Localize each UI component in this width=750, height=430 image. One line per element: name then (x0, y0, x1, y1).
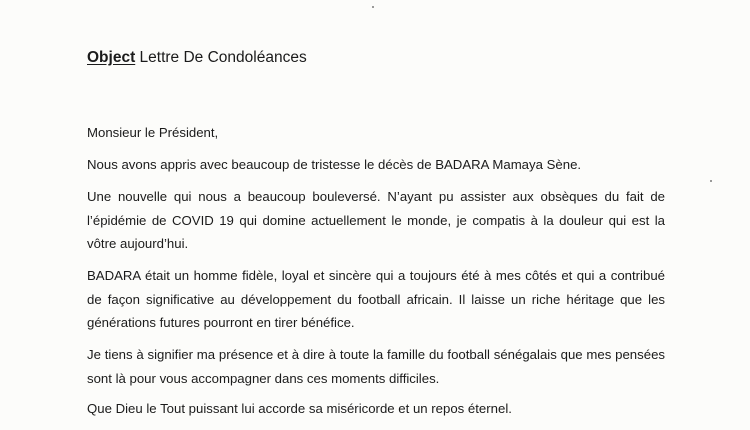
paragraph-5: Que Dieu le Tout puissant lui accorde sa miséricorde et un repos éternel. (87, 401, 512, 416)
subject-text: Lettre De Condoléances (139, 49, 307, 66)
paper-speck (710, 180, 712, 182)
letter-subject (87, 49, 307, 67)
salutation: Monsieur le Président, (87, 125, 219, 140)
subject-label: Object (87, 49, 136, 66)
paragraph-4: Je tiens à signifier ma présence et à dire à toute la famille du football sénégalais que mes pensées sont là pour vous accompagner dans ces moments difficiles. (87, 347, 665, 386)
paragraph-1: Nous avons appris avec beaucoup de tristesse le décès de BADARA Mamaya Sène. (87, 157, 582, 172)
paragraph-2: Une nouvelle qui nous a beaucoup bouleversé. N’ayant pu assister aux obsèques du fait de l’épidémie de COVID 19 qui domine actuellement le monde, je compatis à la douleur qui est la vôtre aujourd’hui. (87, 189, 665, 251)
paper-speck (372, 6, 374, 8)
paragraph-3: BADARA était un homme fidèle, loyal et sincère qui a toujours été à mes côtés et qui a contribué de façon significative au développement du football africain. Il laisse un riche héritage que les générations futures pourront en tirer bénéfice. (87, 268, 665, 330)
